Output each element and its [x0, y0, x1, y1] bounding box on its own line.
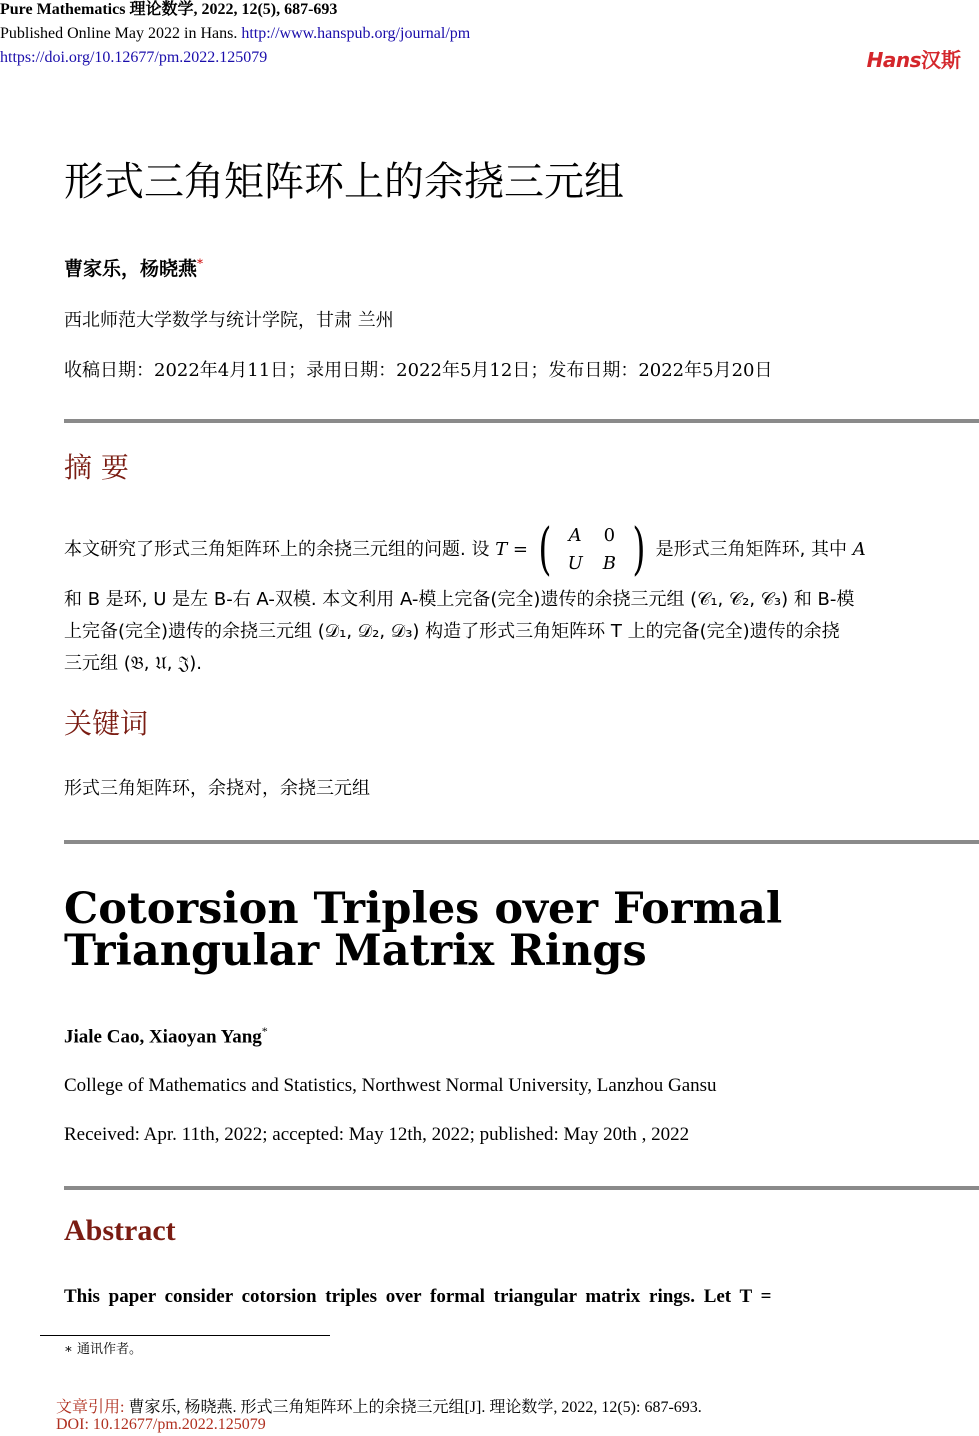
matrix-cell: B: [602, 553, 616, 574]
en-author-names: Jiale Cao, Xiaoyan Yang: [64, 1026, 262, 1048]
matrix-cell: 0: [603, 525, 616, 546]
matrix: [558, 522, 626, 578]
matrix-right-paren: ): [632, 517, 646, 582]
en-abstract-heading: Abstract: [64, 1214, 176, 1247]
cn-abstract-line2: 和 B 是环, U 是左 B-右 A-双模. 本文利用 A-模上完备(完全)遗传的余挠三元组 (𝒞₁, 𝒞₂, 𝒞₃) 和 B-模: [64, 589, 855, 610]
logo-cn: 汉斯: [921, 48, 961, 72]
cn-keywords: 形式三角矩阵环，余挠对，余挠三元组: [64, 778, 370, 799]
divider: [64, 1186, 979, 1190]
footnote: ∗ 通讯作者。: [64, 1342, 142, 1357]
journal-line: Pure Mathematics 理论数学, 2022, 12(5), 687-693: [0, 1, 338, 18]
divider: [64, 840, 979, 844]
citation-label: 文章引用:: [56, 1399, 125, 1416]
cn-abstract-T: T =: [495, 539, 528, 560]
cn-abstract-part2: 是形式三角矩阵环, 其中: [655, 539, 848, 560]
citation-doi: DOI: 10.12677/pm.2022.125079: [56, 1416, 266, 1433]
cn-abstract-line1: 本文研究了形式三角矩阵环上的余挠三元组的问题. 设 T = ( A 0 U B ) 是形式三角矩阵环, 其中 A: [64, 517, 866, 582]
footnote-rule: [40, 1335, 330, 1336]
published-line: [0, 24, 470, 44]
matrix-cell: A: [568, 525, 582, 546]
citation: [56, 1394, 702, 1417]
cn-abstract-line4: 三元组 (𝔅, 𝔘, 𝔍).: [64, 653, 202, 674]
divider: [64, 419, 979, 423]
en-abstract-start: This paper consider cotorsion triples over formal triangular matrix rings. Let T =: [64, 1286, 772, 1307]
cn-abstract-line3: 上完备(完全)遗传的余挠三元组 (𝒟₁, 𝒟₂, 𝒟₃) 构造了形式三角矩阵环 T 上的完备(完全)遗传的余挠: [64, 621, 840, 642]
en-dates: Received: Apr. 11th, 2022; accepted: May 12th, 2022; published: May 20th , 2022: [64, 1124, 690, 1145]
published-text: Published Online May 2022 in Hans.: [0, 25, 238, 42]
cn-affiliation: 西北师范大学数学与统计学院，甘肃 兰州: [64, 310, 394, 331]
citation-text: 曹家乐, 杨晓燕. 形式三角矩阵环上的余挠三元组[J]. 理论数学, 2022, 12(5): 687-693.: [128, 1399, 702, 1416]
cn-author-mark: *: [197, 256, 204, 271]
en-authors: [64, 1024, 268, 1048]
cn-dates: 收稿日期：2022年4月11日；录用日期：2022年5月12日；发布日期：2022年5月20日: [64, 360, 773, 381]
matrix-cell: U: [567, 553, 583, 574]
en-title: Cotorsion Triples over Formal Triangular Matrix Rings: [64, 884, 783, 976]
en-author-mark: *: [261, 1024, 268, 1038]
cn-abstract-part1: 本文研究了形式三角矩阵环上的余挠三元组的问题. 设: [64, 539, 490, 560]
cn-keywords-heading: 关键词: [64, 707, 149, 740]
matrix-left-paren: (: [538, 517, 552, 582]
cn-authors: [64, 254, 203, 281]
doi-link[interactable]: https://doi.org/10.12677/pm.2022.125079: [0, 49, 268, 66]
cn-author-names: 曹家乐，杨晓燕: [64, 258, 198, 280]
journal-url-link[interactable]: http://www.hanspub.org/journal/pm: [241, 25, 471, 42]
hans-logo: [867, 44, 961, 73]
cn-title: 形式三角矩阵环上的余挠三元组: [64, 159, 624, 205]
cn-abstract-heading: 摘 要: [64, 451, 129, 484]
en-affiliation: College of Mathematics and Statistics, Northwest Normal University, Lanzhou Gansu: [64, 1075, 717, 1096]
logo-latin: Hans: [866, 48, 921, 72]
